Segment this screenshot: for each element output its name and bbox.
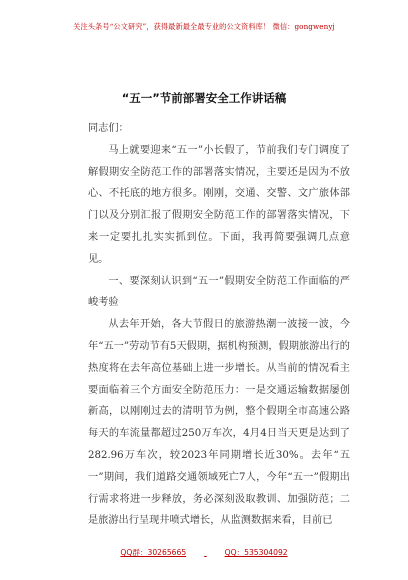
top-banner: 关注头条号“公文研究”，获得最新最全最专业的公文资料库！ 微信：gongwenyj	[73, 22, 335, 31]
paragraph-body: 从去年开始，各大节假日的旅游热潮一波接一波，今年“五一”劳动节有5天假期，据机构预测，假期旅游出行的热度将在去年高位基础上进一步增长。从当前的情况看主要面临着三个方面安全防范压力：一是交通运输数据屡创新高，以刚刚过去的清明节为例，整个假期全市高速公路每天的车流量都超过250万车次，4月4日当天更是达到了282.96万车次，较2023年同期增长近30%。去年“五一”期间，我们道路交通领域死亡7人，今年“五一”假期出行需求将进一步释放，务必深刻汲取教训、加强防范；二是旅游出行呈现井喷式增长，从监测数据来看，目前已	[88, 319, 350, 527]
footer-qq-group: QQ群：30265665	[120, 548, 187, 557]
footer-contact	[0, 547, 408, 558]
document-body	[88, 118, 350, 532]
paragraph-intro: 马上就要迎来“五一”小长假了，节前我们专门调度了解假期安全防范工作的部署落实情况，主要还是因为不放心、不托底的地方很多。刚刚，交通、交警、文广旅体部门以及分别汇报了假期安全防范工作的部署落实情况，下来一定要扎扎实实抓到位。下面，我再简要强调几点意见。	[88, 144, 350, 265]
salutation: 同志们：	[88, 123, 129, 134]
document-title: “五一”节前部署安全工作讲话稿	[121, 91, 287, 105]
footer-qq: QQ：535304092	[224, 548, 288, 557]
section-heading: 一、要深刻认识到“五一”假期安全防范工作面临的严峻考验	[88, 275, 350, 309]
